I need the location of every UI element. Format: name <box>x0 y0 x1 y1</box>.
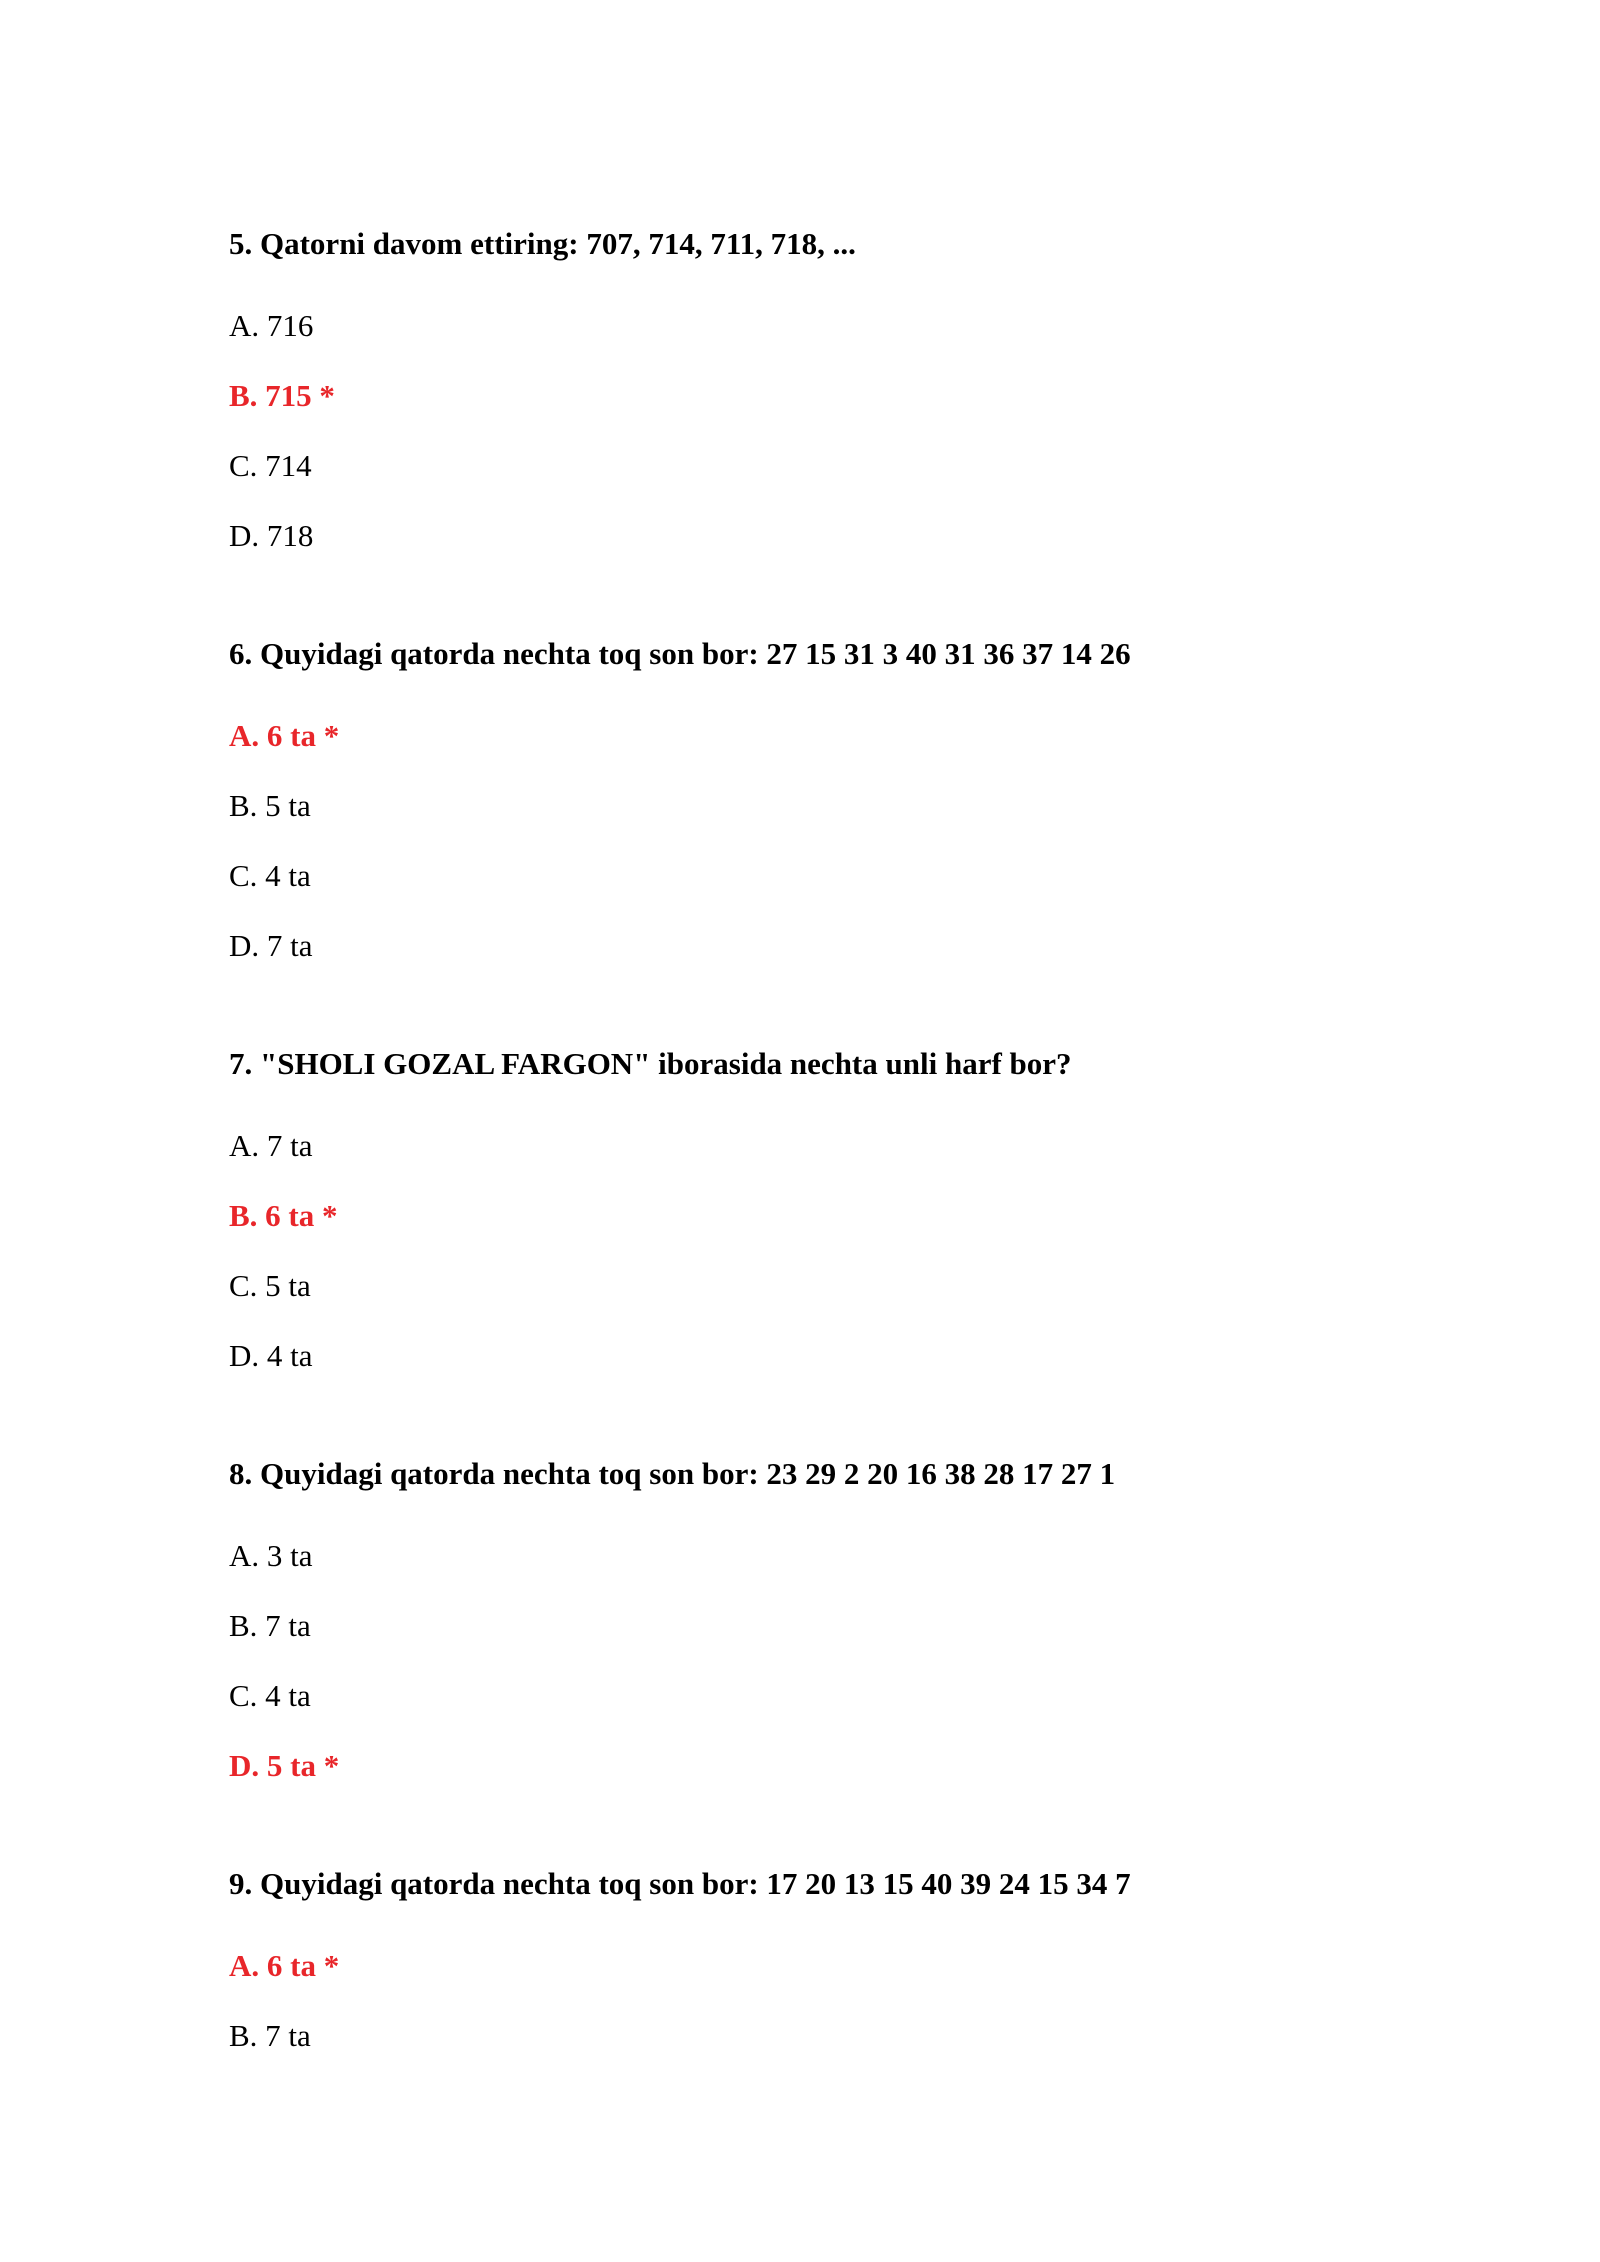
question-7 <box>229 1034 1529 1374</box>
option-a: A. 7 ta <box>229 1128 313 1163</box>
option-b: B. 7 ta <box>229 2018 311 2053</box>
option-c: C. 4 ta <box>229 858 311 893</box>
option-a-correct: A. 6 ta * <box>229 718 340 753</box>
question-8 <box>229 1444 1529 1784</box>
option-b-correct: B. 715 * <box>229 378 335 413</box>
option-a: A. 716 <box>229 308 314 343</box>
quiz-document <box>229 214 1529 2054</box>
option-d-correct: D. 5 ta * <box>229 1748 340 1783</box>
option-c: C. 5 ta <box>229 1268 311 1303</box>
question-6 <box>229 624 1529 964</box>
option-c: C. 4 ta <box>229 1678 311 1713</box>
question-text: 6. Quyidagi qatorda nechta toq son bor: 27 15 31 3 40 31 36 37 14 26 <box>229 636 1131 671</box>
question-text: 8. Quyidagi qatorda nechta toq son bor: 23 29 2 20 16 38 28 17 27 1 <box>229 1456 1116 1491</box>
option-b-correct: B. 6 ta * <box>229 1198 338 1233</box>
question-text: 5. Qatorni davom ettiring: 707, 714, 711, 718, ... <box>229 226 856 261</box>
option-a-correct: A. 6 ta * <box>229 1948 340 1983</box>
question-text: 7. "SHOLI GOZAL FARGON" iborasida nechta unli harf bor? <box>229 1046 1072 1081</box>
question-5 <box>229 214 1529 554</box>
question-9 <box>229 1854 1529 2054</box>
option-d: D. 7 ta <box>229 928 313 963</box>
option-d: D. 718 <box>229 518 314 553</box>
option-b: B. 5 ta <box>229 788 311 823</box>
option-b: B. 7 ta <box>229 1608 311 1643</box>
question-text: 9. Quyidagi qatorda nechta toq son bor: 17 20 13 15 40 39 24 15 34 7 <box>229 1866 1131 1901</box>
option-a: A. 3 ta <box>229 1538 313 1573</box>
option-c: C. 714 <box>229 448 312 483</box>
option-d: D. 4 ta <box>229 1338 313 1373</box>
